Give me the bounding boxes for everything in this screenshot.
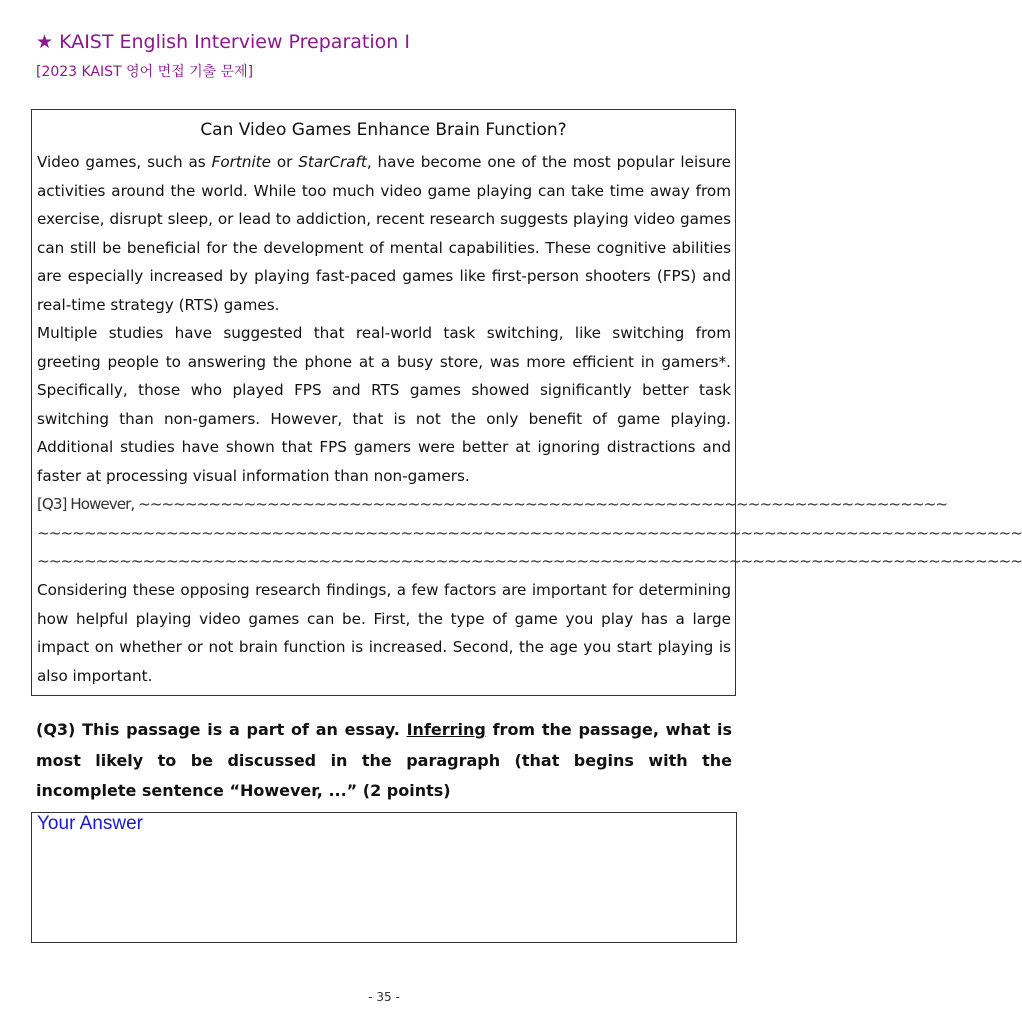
passage-title: Can Video Games Enhance Brain Function?: [200, 120, 567, 140]
question-q3: [36, 715, 732, 807]
passage-box: [31, 109, 1022, 696]
passage-paragraph-4: Considering these opposing research findings, a few factors are important for determining how helpful playing video games can be. First, the type of game you play has a large impact on whether or not brain function is increased. Second, the age you start playing is also important.: [37, 581, 731, 685]
game-title-fortnite: Fortnite: [211, 153, 271, 171]
answer-box[interactable]: [31, 812, 737, 943]
p1-text-or: or: [270, 153, 299, 171]
blank-line-1: [Q3] However, ~~~~~~~~~~~~~~~~~~~~~~~~~~~~~~~~~~~~~~~~~~~~~~~~~~~~~~~~~~~~~~~~~~~~~: [37, 495, 948, 513]
page-number: - 35 -: [368, 990, 400, 1004]
blank-line-2: ~~~~~~~~~~~~~~~~~~~~~~~~~~~~~~~~~~~~~~~~~~~~~~~~~~~~~~~~~~~~~~~~~~~~~~~~~~~~~~~~~~~~: [37, 523, 1022, 542]
passage-paragraph-3-blank: [37, 490, 1022, 576]
question-underlined-word: Inferring: [406, 720, 486, 739]
p1-text-b: , have become one of the most popular leisure activities around the world. While too much video game playing can take time away from exercise, disrupt sleep, or lead to addiction, recent research suggests playing video games can still be beneficial for the development of mental capabilities. These cognitive abilities are especially increased by playing fast-paced games like first-person shooters (FPS) and real-time strategy (RTS) games.: [37, 153, 731, 314]
answer-label: Your Answer: [37, 813, 143, 834]
passage-paragraph-2: Multiple studies have suggested that real-world task switching, like switching from greeting people to answering the phone at a busy store, was more efficient in gamers*. Specifically, those who played FPS and RTS games showed significantly better task switching than non-gamers. However, that is not the only benefit of game playing. Additional studies have shown that FPS gamers were better at ignoring distractions and faster at processing visual information than non-gamers.: [37, 324, 731, 485]
passage-paragraph-1: [37, 148, 731, 319]
document-title: ★ KAIST English Interview Preparation I: [36, 31, 410, 53]
blank-line-3: ~~~~~~~~~~~~~~~~~~~~~~~~~~~~~~~~~~~~~~~~~~~~~~~~~~~~~~~~~~~~~~~~~~~~~~~~~~~~~~~~~~~~: [37, 552, 1022, 570]
game-title-starcraft: StarCraft: [298, 153, 367, 171]
question-text-1: (Q3) This passage is a part of an essay.: [36, 720, 407, 739]
document-subtitle: [2023 KAIST 영어 면접 기출 문제]: [36, 64, 254, 80]
p1-text-a: Video games, such as: [37, 153, 212, 171]
question-text-2: from the passage, what is most likely to be discussed in the paragraph (that begins with the incomplete sentence “However, ...” (2 points): [36, 720, 732, 800]
